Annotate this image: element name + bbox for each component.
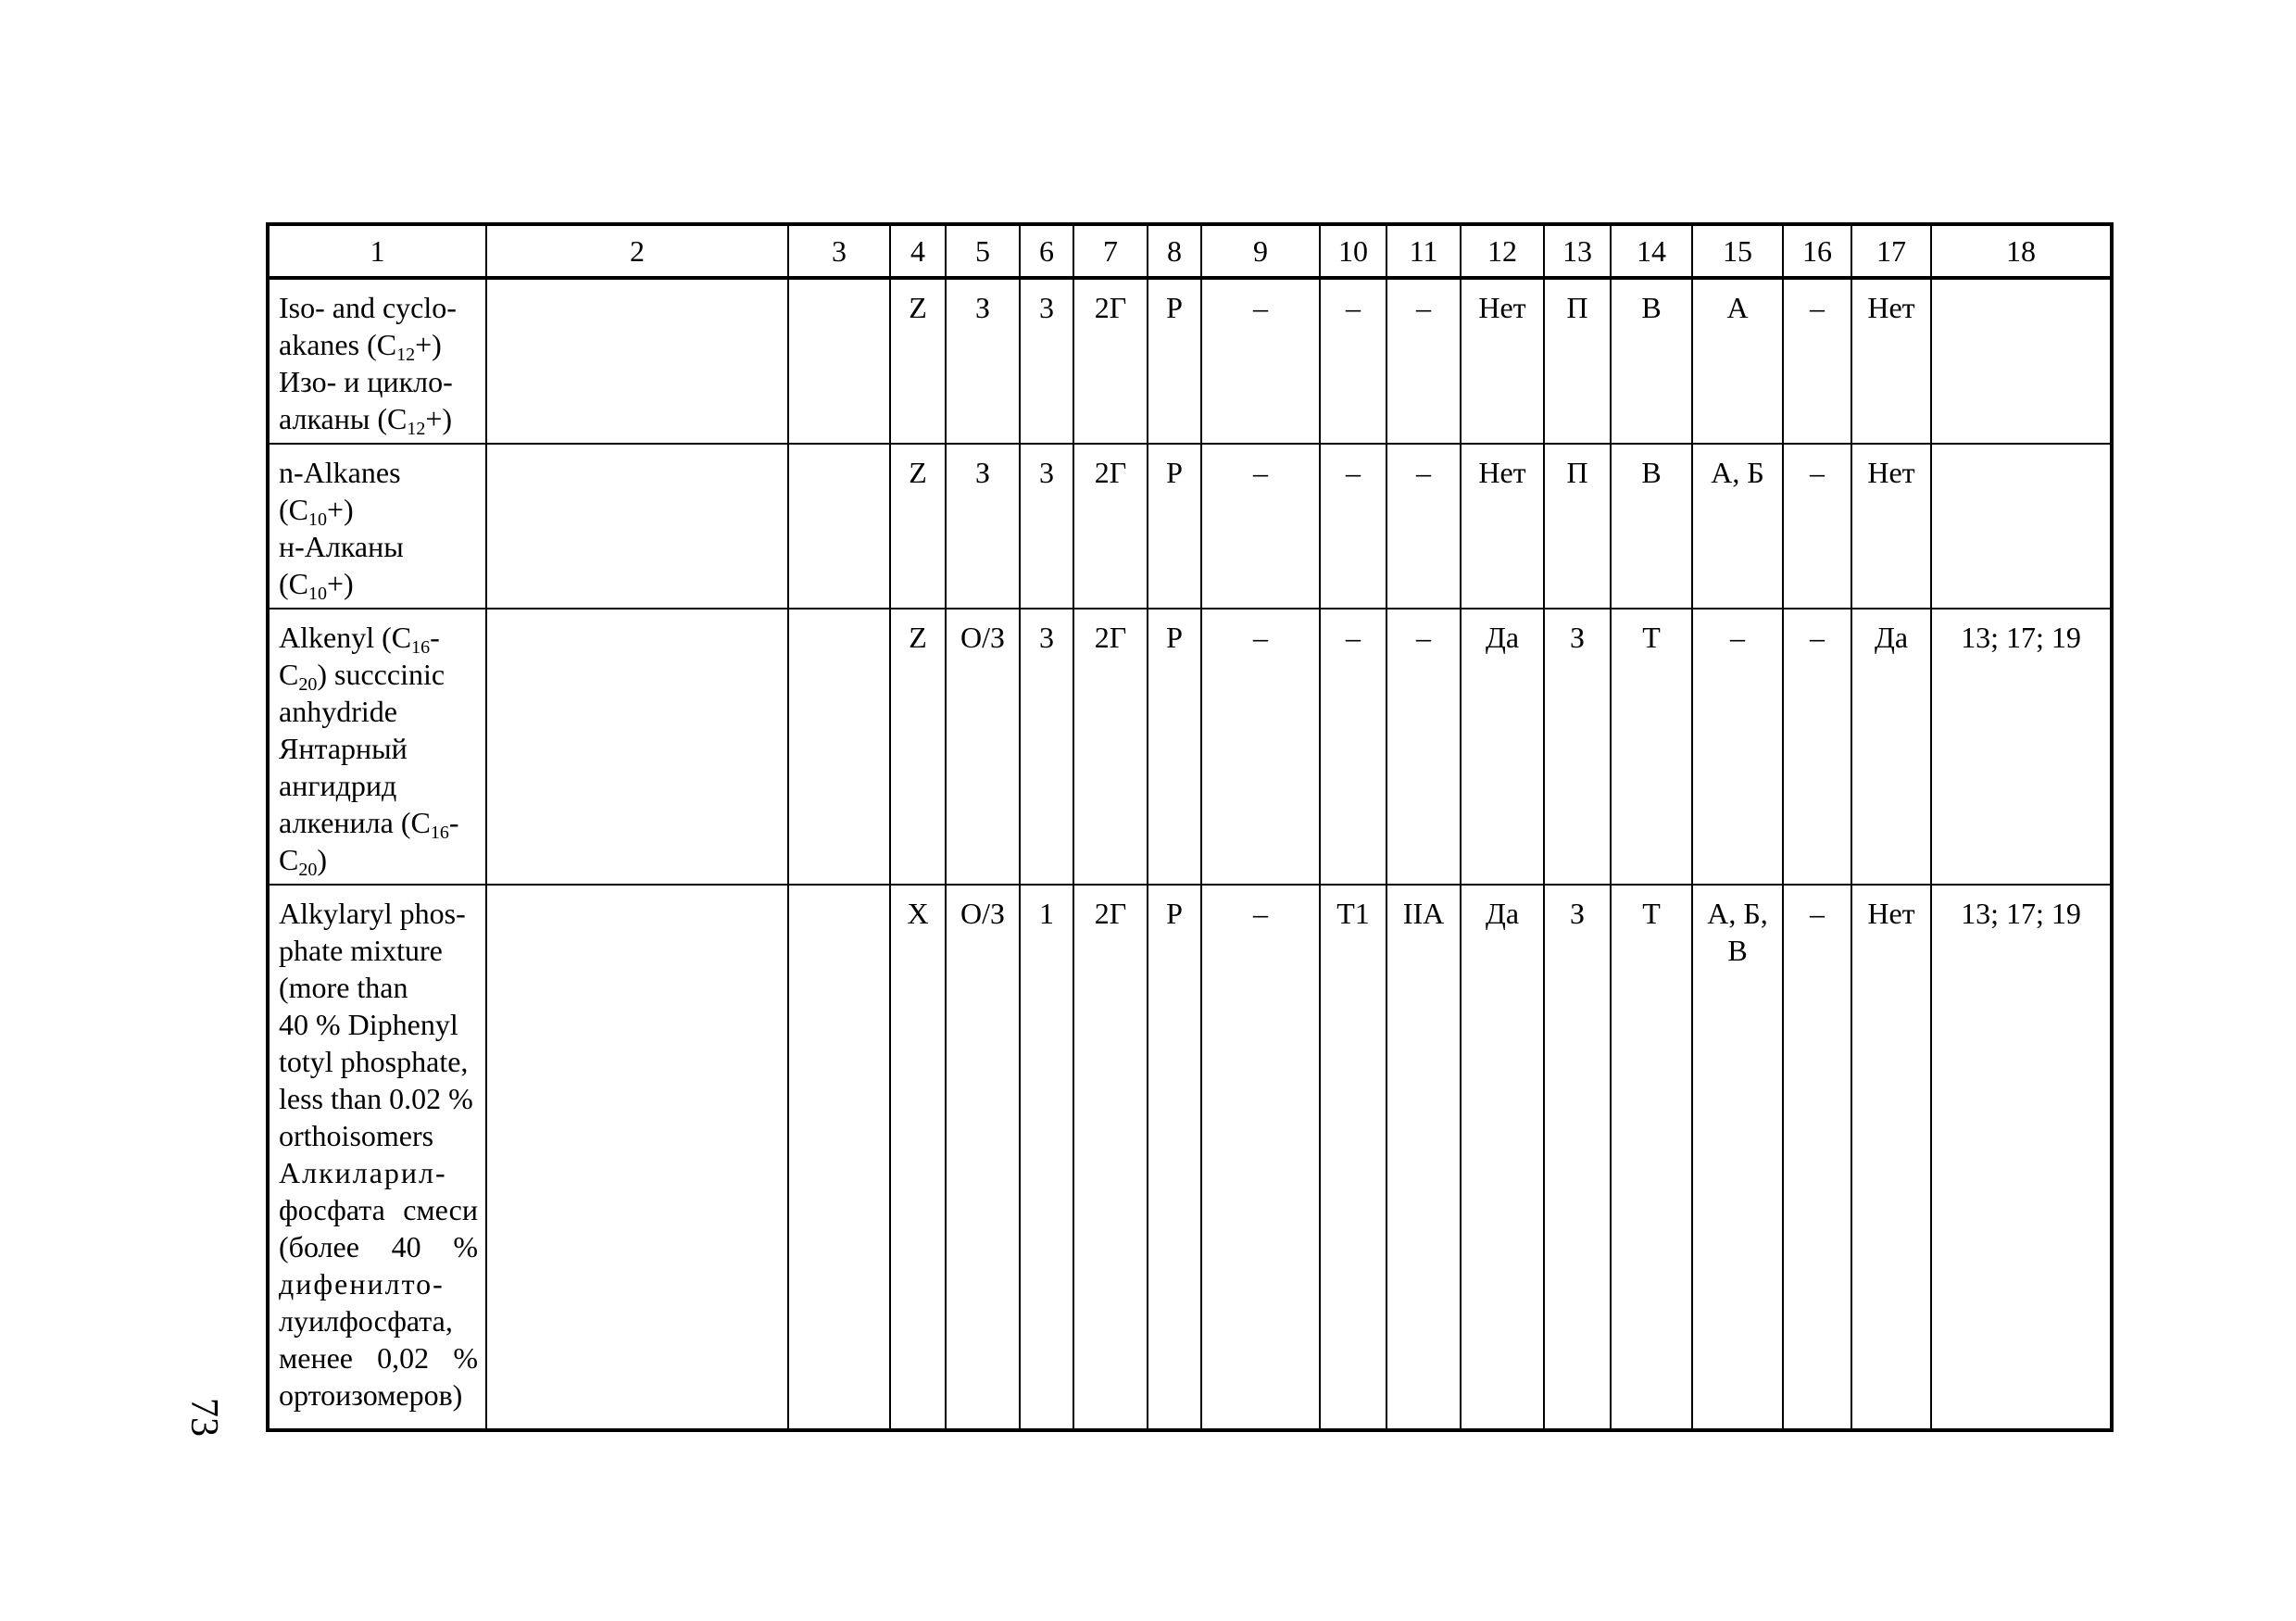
table-cell: Нет [1851,444,1931,609]
table-cell: 3 [1020,444,1073,609]
column-header: 1 [268,224,486,278]
column-header: 17 [1851,224,1931,278]
name-line [279,454,478,491]
name-text: (C [279,493,308,526]
table-cell [788,278,890,444]
name-text: C [279,843,299,876]
name-line [279,491,478,528]
name-line [279,1006,478,1043]
subscript: 20 [298,674,318,695]
table-cell: А, Б [1692,444,1783,609]
table-cell: 1 [1020,885,1073,1430]
table-cell: – [1692,609,1783,885]
name-line [279,804,478,841]
table-cell: О/З [946,885,1020,1430]
name-line [279,1154,478,1191]
table-cell [788,444,890,609]
table-cell: З [946,278,1020,444]
column-header: 7 [1073,224,1148,278]
name-text: totyl phosphate, [279,1045,469,1078]
table-cell: Да [1461,885,1544,1430]
table-cell: – [1201,278,1320,444]
table-cell: 2Г [1073,444,1148,609]
name-text: phate mixture [279,934,443,967]
name-line [279,565,478,602]
table-row [268,885,2112,1430]
table-cell [486,278,788,444]
table-cell: X [890,885,946,1430]
table-cell: Нет [1851,885,1931,1430]
subscript: 16 [411,637,431,658]
table-row [268,609,2112,885]
table-cell: – [1386,609,1461,885]
table-cell: 2Г [1073,609,1148,885]
table-cell [486,885,788,1430]
column-header: 11 [1386,224,1461,278]
name-line [279,1117,478,1154]
header-row [268,224,2112,278]
name-line [279,363,478,400]
name-line [279,932,478,969]
name-text: C [279,658,299,691]
name-line [279,1228,478,1265]
table-cell [788,609,890,885]
page-number: 73 [182,1398,225,1437]
subscript: 12 [407,419,426,439]
table-cell: З [1544,609,1611,885]
table-cell: – [1201,444,1320,609]
name-line [279,730,478,767]
substance-name-cell [268,278,486,444]
name-line [279,969,478,1006]
column-header: 8 [1148,224,1201,278]
substance-name-cell [268,609,486,885]
name-text: - [430,621,440,654]
table-cell: Z [890,278,946,444]
name-text: +) [327,567,354,600]
table-cell [486,609,788,885]
table-row [268,278,2112,444]
name-text: less than 0.02 % [279,1082,473,1115]
table-cell: 3 [1020,278,1073,444]
name-text: фосфата смеси [279,1193,478,1226]
table-cell [486,444,788,609]
name-line [279,1080,478,1117]
table-cell [1931,444,2112,609]
table-cell: П [1544,444,1611,609]
substance-name-cell [268,444,486,609]
substance-name-cell [268,885,486,1430]
cargo-table [266,222,2114,1432]
name-text: 40 % Diphenyl [279,1008,458,1041]
table-cell: 13; 17; 19 [1931,609,2112,885]
table-row [268,444,2112,609]
name-text: anhydride [279,695,397,728]
name-line [279,693,478,730]
table-cell: – [1783,609,1851,885]
name-line [279,400,478,437]
name-line [279,1191,478,1228]
table-cell: – [1783,885,1851,1430]
table-cell: Z [890,609,946,885]
column-header: 4 [890,224,946,278]
name-text: Alkylaryl phos- [279,897,466,930]
name-text: ) [317,843,327,876]
column-header: 3 [788,224,890,278]
name-text: +) [327,493,354,526]
table-cell: – [1320,444,1386,609]
table-cell: А, Б, В [1692,885,1783,1430]
table-cell: Нет [1851,278,1931,444]
name-line [279,326,478,363]
column-header: 18 [1931,224,2112,278]
name-text: ангидрид [279,769,397,802]
table-cell: Нет [1461,444,1544,609]
subscript: 10 [308,584,327,604]
table-cell: Да [1851,609,1931,885]
table-cell: – [1783,278,1851,444]
name-text: н-Алканы [279,530,404,563]
table-cell: 13; 17; 19 [1931,885,2112,1430]
table-cell: IIA [1386,885,1461,1430]
column-header: 13 [1544,224,1611,278]
column-header: 10 [1320,224,1386,278]
name-line [279,1302,478,1339]
table-cell: – [1386,278,1461,444]
name-text: Iso- and cyclo- [279,291,457,324]
name-text: Алкиларил- [279,1156,447,1189]
name-text: (C [279,567,308,600]
column-header: 12 [1461,224,1544,278]
table-cell: – [1783,444,1851,609]
table-cell: Р [1148,444,1201,609]
table-cell: Р [1148,278,1201,444]
name-text: луилфосфата, [279,1304,453,1338]
subscript: 10 [308,509,327,530]
subscript: 16 [430,823,449,843]
column-header: 5 [946,224,1020,278]
table-cell: Т1 [1320,885,1386,1430]
name-line [279,619,478,656]
table-cell: – [1201,885,1320,1430]
column-header: 14 [1611,224,1692,278]
name-line [279,528,478,565]
column-header: 9 [1201,224,1320,278]
table-cell: 3 [1020,609,1073,885]
name-line [279,1043,478,1080]
table-cell [1931,278,2112,444]
table-cell: П [1544,278,1611,444]
name-text: дифенилто- [279,1267,445,1301]
table-cell: 2Г [1073,278,1148,444]
name-text: (более 40 % [279,1230,478,1263]
table-cell: Z [890,444,946,609]
name-text: akanes (C [279,328,397,361]
name-text: +) [415,328,442,361]
name-line [279,841,478,878]
name-line [279,1339,478,1376]
table-cell [788,885,890,1430]
name-text: (more than [279,971,408,1004]
table-cell: 2Г [1073,885,1148,1430]
column-header: 2 [486,224,788,278]
name-line [279,1376,478,1414]
table-cell: В [1611,278,1692,444]
subscript: 20 [298,860,318,880]
name-line [279,656,478,693]
table-cell: З [1544,885,1611,1430]
name-line [279,289,478,326]
table-cell: – [1386,444,1461,609]
name-text: Янтарный [279,732,408,765]
table-cell: – [1201,609,1320,885]
table-cell: О/З [946,609,1020,885]
name-text: Изо- и цикло- [279,365,453,398]
name-text: алкенила (C [279,806,431,839]
subscript: 12 [396,345,416,365]
table-cell: – [1320,278,1386,444]
table-cell: Р [1148,885,1201,1430]
table-cell: В [1611,444,1692,609]
name-text: - [448,806,459,839]
table-cell: – [1320,609,1386,885]
table-cell: З [946,444,1020,609]
name-line [279,767,478,804]
name-line [279,1265,478,1302]
table-cell: Р [1148,609,1201,885]
name-text: менее 0,02 % [279,1341,478,1375]
name-text: алканы (C [279,402,408,435]
column-header: 6 [1020,224,1073,278]
column-header: 16 [1783,224,1851,278]
table-cell: Т [1611,885,1692,1430]
name-line [279,895,478,932]
name-text: ) succcinic [317,658,445,691]
table-cell: А [1692,278,1783,444]
table-cell: Нет [1461,278,1544,444]
name-text: ортоизомеров) [279,1378,463,1412]
table-cell: Т [1611,609,1692,885]
name-text: n-Alkanes [279,456,401,489]
table-cell: Да [1461,609,1544,885]
name-text: Alkenyl (C [279,621,412,654]
name-text: +) [425,402,453,435]
name-text: orthoisomers [279,1119,434,1152]
column-header: 15 [1692,224,1783,278]
